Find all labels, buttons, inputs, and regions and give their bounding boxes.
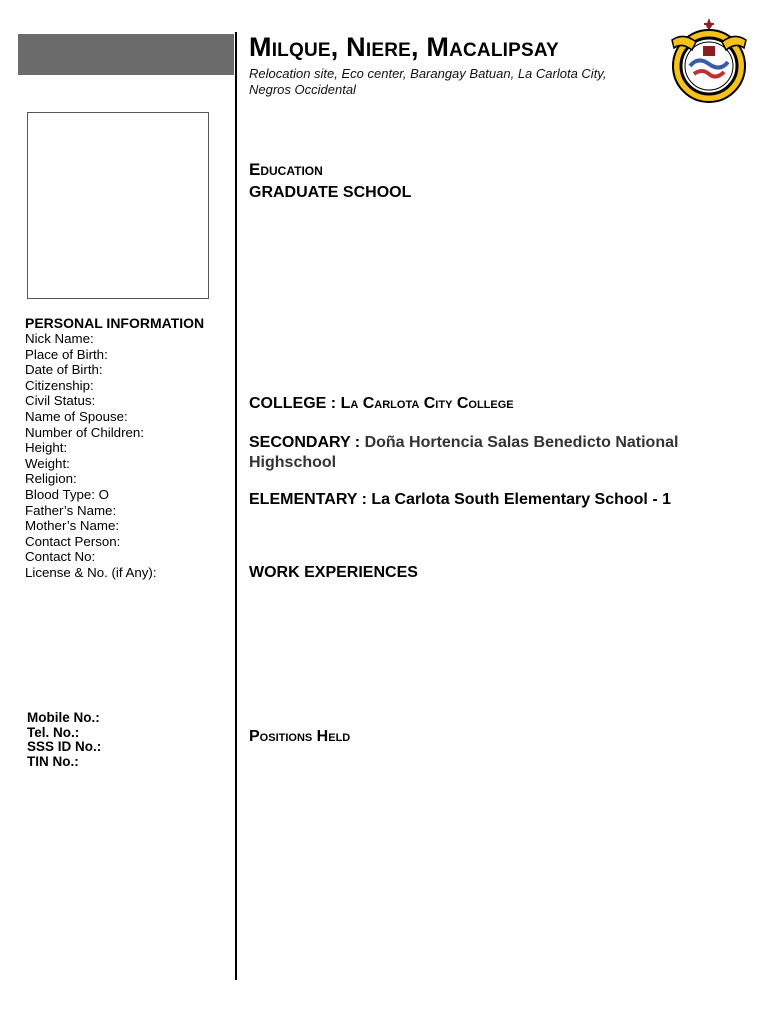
elementary-label: ELEMENTARY :: [249, 491, 372, 508]
personal-info-item: Contact No:: [25, 549, 96, 565]
personal-info-item: Name of Spouse:: [25, 408, 128, 424]
personal-info-item: Place of Birth:: [25, 346, 108, 362]
elementary-entry: [249, 491, 671, 509]
personal-info-item: License & No. (if Any):: [25, 564, 157, 580]
header-band: [18, 34, 234, 75]
personal-info-item: Height:: [25, 440, 68, 456]
graduate-school-heading: GRADUATE SCHOOL: [249, 184, 412, 201]
personal-info-item: Father’s Name:: [25, 502, 117, 518]
column-divider: [235, 32, 237, 980]
personal-info-item: Date of Birth:: [25, 362, 103, 378]
education-heading: Education: [249, 160, 323, 179]
work-experiences-heading: WORK EXPERIENCES: [249, 564, 418, 581]
college-value: La Carlota City College: [340, 395, 514, 412]
secondary-entry: [249, 433, 709, 473]
applicant-name: Milque, Niere, Macalipsay: [249, 32, 559, 62]
personal-info-item: Citizenship:: [25, 377, 94, 393]
school-seal-icon: [668, 16, 750, 106]
contact-item-sss: SSS ID No.:: [27, 739, 102, 754]
college-entry: [249, 395, 514, 413]
personal-info-item: Weight:: [25, 455, 70, 471]
contact-numbers-list: [27, 711, 101, 769]
personal-info-item: Contact Person:: [25, 533, 121, 549]
photo-placeholder: [27, 112, 209, 299]
personal-info-item: Number of Children:: [25, 424, 144, 440]
personal-info-item: Nick Name:: [25, 331, 94, 346]
contact-item-mobile: Mobile No.:: [27, 710, 100, 725]
personal-info-item: Blood Type: O: [25, 486, 110, 502]
contact-item-tin: TIN No.:: [27, 753, 79, 769]
secondary-label: SECONDARY :: [249, 434, 365, 451]
elementary-value: La Carlota South Elementary School - 1: [371, 491, 671, 508]
personal-info-item: Civil Status:: [25, 393, 96, 409]
secondary-value: Doña Hortencia Salas Benedicto National Highschool: [249, 434, 679, 471]
positions-held-heading: Positions Held: [249, 728, 351, 745]
personal-info-item: Religion:: [25, 471, 77, 487]
contact-item-tel: Tel. No.:: [27, 724, 80, 740]
personal-info-item: Mother’s Name:: [25, 518, 120, 534]
applicant-address: Relocation site, Eco center, Barangay Batuan, La Carlota City, Negros Occidental: [249, 66, 607, 97]
college-label: COLLEGE :: [249, 395, 341, 412]
personal-info-heading: PERSONAL INFORMATION: [25, 315, 205, 331]
personal-info-list: [25, 331, 157, 581]
